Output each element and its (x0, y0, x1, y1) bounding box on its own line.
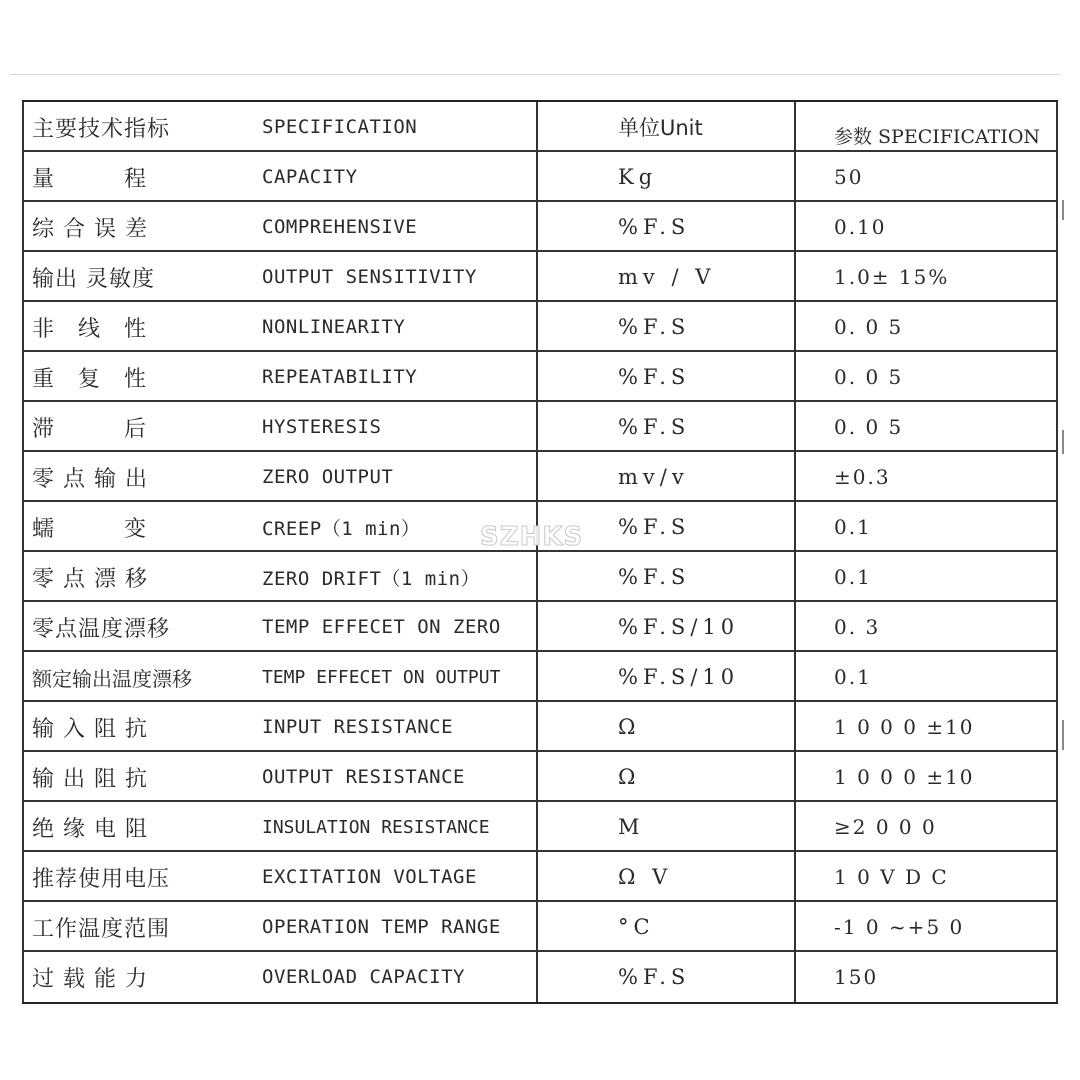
row-value: ±0.3 (834, 465, 891, 489)
row-unit: %F.S (618, 215, 691, 239)
row-cn: 额定输出温度漂移 (32, 666, 192, 691)
row-unit: M (618, 815, 645, 839)
row-en: HYSTERESIS (262, 416, 382, 438)
row-en: TEMP EFFECET ON ZERO (262, 616, 501, 638)
row-cn: 输出 灵敏度 (32, 266, 155, 292)
row-cn: 滞 后 (32, 416, 148, 442)
row-cn: 重 复 性 (32, 366, 148, 392)
row-en: INPUT RESISTANCE (262, 716, 454, 738)
row-unit: %F.S (618, 415, 691, 439)
row-value: 0. 0 5 (834, 315, 904, 339)
row-en: OVERLOAD CAPACITY (262, 966, 465, 988)
row-value: 0. 0 5 (834, 365, 904, 389)
row-value: 0.1 (834, 665, 872, 689)
scan-edge-mark (1062, 200, 1064, 220)
row-cn: 零 点 漂 移 (32, 566, 148, 592)
table-row (22, 952, 1058, 1002)
row-value: 0. 3 (834, 615, 881, 639)
row-unit: %F.S/10 (618, 615, 740, 639)
row-en: REPEATABILITY (262, 366, 418, 388)
watermark-logo: SZHKS (480, 522, 584, 552)
scan-edge-mark (1062, 430, 1064, 454)
row-en: ZERO DRIFT（1 min） (262, 567, 481, 590)
table-row (22, 352, 1058, 402)
header-value: 参数 SPECIFICATION (834, 125, 1041, 148)
row-cn: 工作温度范围 (32, 916, 171, 942)
row-unit: mv/v (618, 465, 689, 489)
row-unit: %F.S (618, 965, 691, 989)
row-unit: Ω (618, 765, 641, 789)
table-row (22, 302, 1058, 352)
table-row (22, 652, 1058, 702)
row-value: -1 0 ~+5 0 (834, 915, 965, 939)
row-unit: °C (618, 915, 655, 939)
table-row (22, 902, 1058, 952)
table-row (22, 702, 1058, 752)
row-value: ≥2 0 0 0 (834, 815, 937, 839)
row-value: 150 (834, 965, 879, 989)
spec-table (22, 100, 1058, 1004)
row-cn: 零 点 输 出 (32, 466, 148, 492)
row-en: OUTPUT RESISTANCE (262, 766, 465, 788)
table-row (22, 452, 1058, 502)
row-value: 0.1 (834, 515, 872, 539)
row-en: ZERO OUTPUT (262, 466, 394, 488)
table-row (22, 202, 1058, 252)
row-unit: Ω V (618, 865, 673, 889)
table-row (22, 152, 1058, 202)
row-en: NONLINEARITY (262, 316, 406, 338)
row-cn: 输 出 阻 抗 (32, 766, 148, 792)
row-cn: 绝 缘 电 阻 (32, 816, 148, 842)
table-header-row (22, 102, 1058, 152)
table-row (22, 552, 1058, 602)
row-en: CAPACITY (262, 166, 358, 188)
row-value: 0. 0 5 (834, 415, 904, 439)
header-unit: 单位Unit (618, 116, 703, 140)
table-row (22, 602, 1058, 652)
row-unit: Kg (618, 165, 658, 189)
table-row (22, 402, 1058, 452)
row-en: OUTPUT SENSITIVITY (262, 266, 477, 288)
row-cn: 非 线 性 (32, 316, 148, 342)
row-unit: %F.S (618, 565, 691, 589)
row-value: 50 (834, 165, 864, 189)
row-cn: 零点温度漂移 (32, 616, 171, 642)
row-en: COMPREHENSIVE (262, 216, 418, 238)
scan-top-line (10, 74, 1060, 75)
row-cn: 综 合 误 差 (32, 216, 148, 242)
row-value: 1.0± 15% (834, 265, 950, 289)
row-cn: 推荐使用电压 (32, 866, 171, 892)
row-cn: 过 载 能 力 (32, 966, 148, 992)
table-row (22, 852, 1058, 902)
row-value: 1 0 V D C (834, 865, 949, 889)
scan-edge-mark (1062, 720, 1064, 750)
table-row (22, 252, 1058, 302)
row-en: OPERATION TEMP RANGE (262, 916, 501, 938)
row-en: EXCITATION VOLTAGE (262, 866, 477, 888)
table-row (22, 802, 1058, 852)
header-cn: 主要技术指标 (32, 116, 171, 142)
header-en: SPECIFICATION (262, 116, 418, 138)
row-en: TEMP EFFECET ON OUTPUT (262, 666, 501, 688)
row-unit: mv / V (618, 265, 716, 289)
row-value: 1 0 0 0 ±10 (834, 765, 975, 789)
row-cn: 蠕 变 (32, 516, 148, 542)
row-unit: %F.S (618, 365, 691, 389)
row-unit: Ω (618, 715, 641, 739)
row-unit: %F.S (618, 515, 691, 539)
row-unit: %F.S (618, 315, 691, 339)
row-value: 0.10 (834, 215, 887, 239)
row-value: 1 0 0 0 ±10 (834, 715, 975, 739)
row-unit: %F.S/10 (618, 665, 740, 689)
row-en: CREEP（1 min） (262, 517, 421, 540)
row-value: 0.1 (834, 565, 872, 589)
table-row (22, 752, 1058, 802)
row-cn: 输 入 阻 抗 (32, 716, 148, 742)
row-en: INSULATION RESISTANCE (262, 816, 490, 838)
row-cn: 量 程 (32, 166, 148, 192)
